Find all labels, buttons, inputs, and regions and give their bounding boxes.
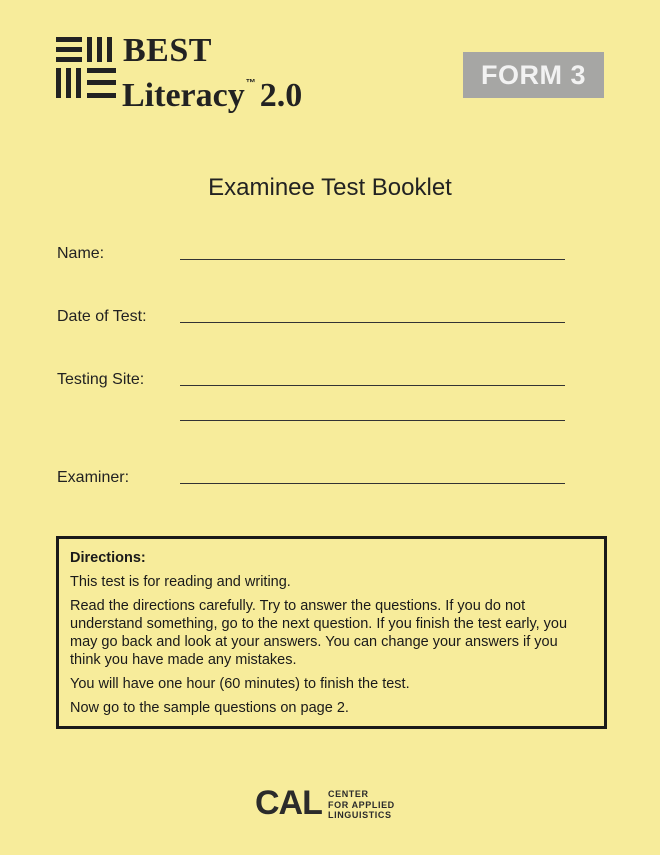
testing-site-line-2[interactable] — [180, 420, 565, 421]
form-badge: FORM 3 — [463, 52, 604, 98]
logo-literacy-text — [122, 66, 302, 114]
directions-box — [56, 536, 607, 729]
trademark-symbol: ™ — [245, 78, 256, 89]
directions-heading: Directions: — [70, 550, 146, 566]
name-label: Name: — [57, 245, 105, 262]
date-label: Date of Test: — [57, 308, 147, 325]
directions-paragraph: Read the directions carefully. Try to answer the questions. If you do not understand something, go to the next question. If you finish the test early, you may go back and look at your answers. You can change your answers if you think you have made any mistakes. — [70, 598, 568, 668]
page-title: Examinee Test Booklet — [208, 174, 452, 201]
cal-line: FOR APPLIED — [328, 799, 395, 810]
testing-site-label: Testing Site: — [57, 371, 145, 388]
logo-version: 2.0 — [259, 77, 303, 114]
best-logo-icon — [56, 37, 116, 99]
date-line[interactable] — [180, 322, 565, 323]
directions-paragraph: You will have one hour (60 minutes) to finish the test. — [70, 676, 410, 692]
logo-best-text: BEST — [123, 32, 212, 69]
directions-paragraph: This test is for reading and writing. — [70, 574, 291, 590]
directions-paragraph: Now go to the sample questions on page 2. — [70, 700, 349, 716]
cal-line: LINGUISTICS — [328, 810, 392, 820]
cal-logo-text — [328, 789, 395, 821]
name-line[interactable] — [180, 259, 565, 260]
logo-literacy-word: Literacy — [122, 77, 245, 114]
examiner-label: Examiner: — [57, 469, 130, 486]
examiner-line[interactable] — [180, 483, 565, 484]
cal-line: CENTER — [328, 789, 369, 799]
testing-site-line[interactable] — [180, 385, 565, 386]
cal-logo-mark: CAL — [255, 784, 322, 822]
